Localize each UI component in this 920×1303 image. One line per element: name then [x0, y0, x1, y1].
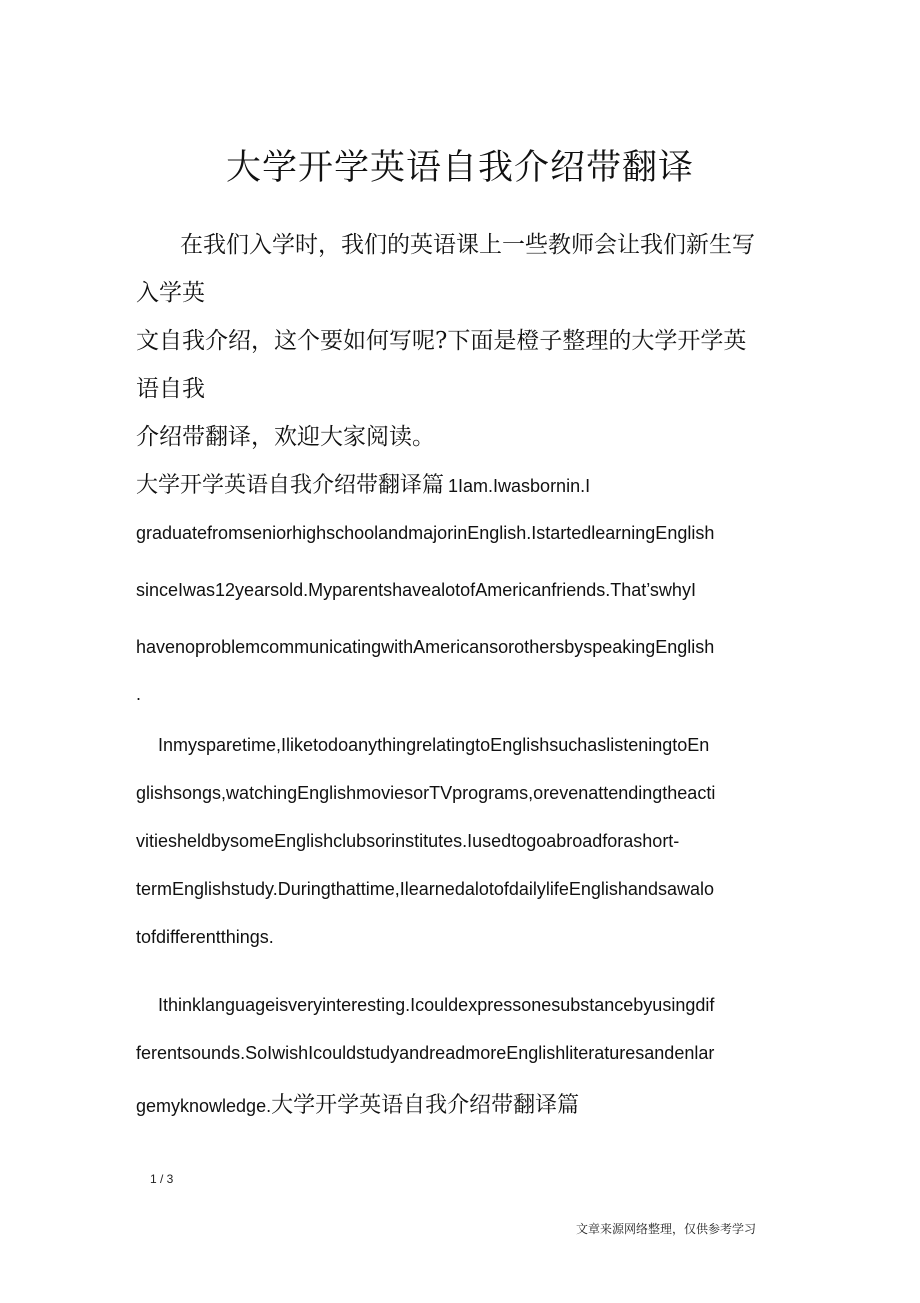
paragraph3-last-zh: 大学开学英语自我介绍带翻译篇	[271, 1093, 580, 1118]
paragraph3-line-1: Ithinklanguageisveryinteresting.Icouldexpressonesubstancebyusingdif	[158, 995, 715, 1015]
section-heading	[136, 468, 590, 499]
paragraph3-line-3	[136, 1088, 579, 1119]
document-title: 大学开学英语自我介绍带翻译	[225, 148, 694, 188]
paragraph1-line-1: graduatefromseniorhighschoolandmajorinEnglish.IstartedlearningEnglish	[136, 523, 715, 543]
paragraph3-line-2: ferentsounds.SoIwishIcouldstudyandreadmoreEnglishliteraturesandenlar	[136, 1043, 715, 1063]
section-heading-zh: 大学开学英语自我介绍带翻译篇	[136, 473, 445, 498]
intro-line-4: 语自我	[136, 376, 205, 402]
intro-line-3: 文自我介绍，这个要如何写呢?下面是橙子整理的大学开学英	[136, 328, 747, 354]
intro-line-1: 在我们入学时，我们的英语课上一些教师会让我们新生写	[180, 232, 755, 258]
footer-note: 文章来源网络整理，仅供参考学习	[576, 1222, 757, 1236]
paragraph2-line-3: vitiesheldbysomeEnglishclubsorinstitutes.Iusedtogoabroadforashort-	[136, 831, 680, 851]
paragraph2-line-1: Inmysparetime,IliketodoanythingrelatingtoEnglishsuchaslisteningtoEn	[158, 735, 710, 755]
paragraph2-line-2: glishsongs,watchingEnglishmoviesorTVprograms,orevenattendingtheacti	[136, 783, 716, 803]
intro-line-2: 入学英	[136, 280, 205, 306]
paragraph1-line-3: havenoproblemcommunicatingwithAmericansorothersbyspeakingEnglish	[136, 637, 715, 657]
paragraph2-line-5: tofdifferentthings.	[136, 927, 274, 947]
paragraph3-last-en: gemyknowledge.	[136, 1096, 272, 1116]
paragraph1-line-4: .	[136, 684, 142, 704]
paragraph1-line-2: sinceIwas12yearsold.MyparentshavealotofAmericanfriends.That’swhyI	[136, 580, 696, 600]
section-heading-en: 1Iam.Iwasbornin.I	[448, 476, 591, 496]
paragraph2-line-4: termEnglishstudy.Duringthattime,IlearnedalotofdailylifeEnglishandsawalo	[136, 879, 714, 899]
intro-line-5: 介绍带翻译，欢迎大家阅读。	[136, 424, 435, 450]
page-number: 1 / 3	[150, 1172, 174, 1186]
